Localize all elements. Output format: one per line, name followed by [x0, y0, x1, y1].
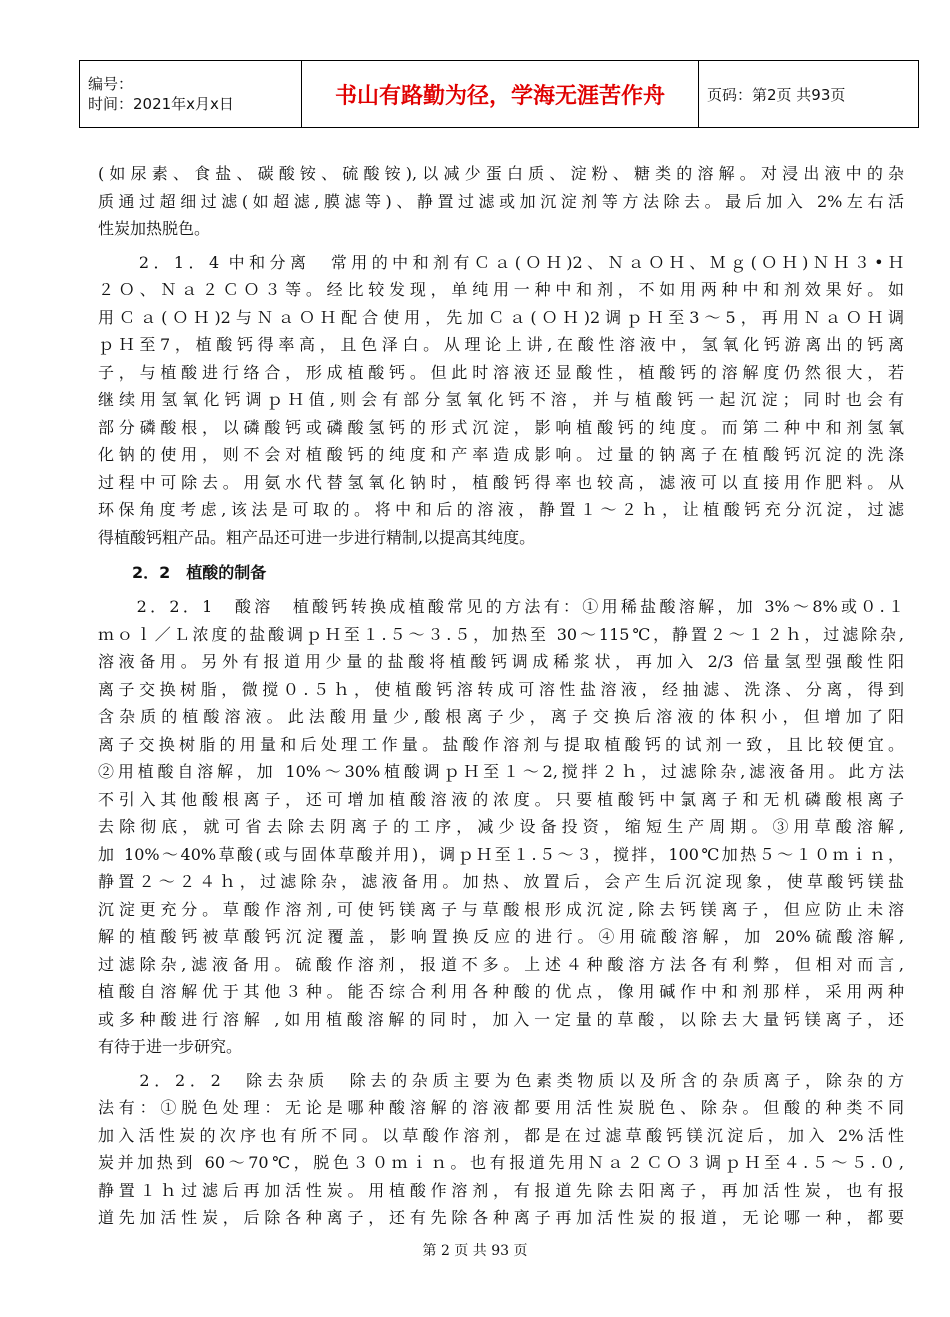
- paragraph-line: 静置２～２４ｈ，过滤除杂，滤液备用。加热、放置后，会产生后沉淀现象，使草酸钙镁盐: [98, 872, 904, 891]
- paragraph-line: 2．2．2 除去杂质 除去的杂质主要为色素类物质以及所含的杂质离子，除杂的方: [98, 1070, 904, 1090]
- paragraph-line: 2．1．4 中和分离 常用的中和剂有Ｃａ(ＯＨ)2、ＮａＯＨ、Ｍｇ(ＯＨ)ＮＨ３•Ｈ: [98, 252, 904, 272]
- paragraph-line: (如尿素、食盐、碳酸铵、硫酸铵),以减少蛋白质、淀粉、糖类的溶解。对浸出液中的杂: [98, 164, 904, 183]
- body-paragraph: [98, 593, 904, 1061]
- paragraph-line: 静置１ｈ过滤后再加活性炭。用植酸作溶剂，有报道先除去阳离子，再加活性炭，也有报: [98, 1180, 904, 1200]
- body-paragraph: [98, 249, 904, 552]
- paragraph-line: 解的植酸钙被草酸钙沉淀覆盖，影响置换反应的进行。④用硫酸溶解，加 20%硫酸溶解,: [98, 927, 904, 946]
- body-paragraph: [98, 1067, 904, 1232]
- page-header: [79, 60, 919, 128]
- body-paragraph: [98, 160, 904, 243]
- header-motto: 书山有路勤为径，学海无涯苦作舟: [302, 61, 699, 128]
- paragraph-line: 溶液备用。另外有报道用少量的盐酸将植酸钙调成稀浆状，再加入 2/3 倍量氢型强酸性阳: [98, 652, 904, 671]
- paragraph-line: 道先加活性炭，后除各种离子，还有先除各种离子再加活性炭的报道，无论哪一种，都要: [98, 1208, 904, 1227]
- paragraph-line: 沉淀更充分。草酸作溶剂,可使钙镁离子与草酸根形成沉淀,除去钙镁离子，但应防止未溶: [98, 899, 904, 919]
- paragraph-line: 离子交换树脂，微搅０.５ｈ，使植酸钙溶转成可溶性盐溶液，经抽滤、洗涤、分离，得到: [98, 679, 904, 699]
- document-date-label: 时间：2021年x月x日: [88, 95, 234, 113]
- paragraph-line: 过滤除杂,滤液备用。硫酸作溶剂，报道不多。上述４种酸溶方法各有利弊，但相对而言,: [98, 954, 904, 974]
- paragraph-line: ｐＨ至7，植酸钙得率高，且色泽白。从理论上讲,在酸性溶液中，氢氧化钙游离出的钙离: [98, 335, 904, 354]
- paragraph-line: ２Ｏ、Ｎａ２ＣＯ３等。经比较发现，单纯用一种中和剂，不如用两种中和剂效果好。如: [98, 280, 904, 299]
- paragraph-line: ②用植酸自溶解，加 10%～30%植酸调ｐＨ至１～2,搅拌２ｈ，过滤除杂,滤液备用。此方法: [98, 762, 904, 781]
- paragraph-line: 化钠的使用，则不会对植酸钙的纯度和产率造成影响。过量的钠离子在植酸钙沉淀的洗涤: [98, 445, 904, 464]
- paragraph-line: 植酸自溶解优于其他３种。能否综合利用各种酸的优点，像用碱作中和剂那样，采用两种: [98, 982, 904, 1001]
- paragraph-line: 加 10%～40%草酸(或与固体草酸并用)，调ｐＨ至１.５～３，搅拌，100℃加热５～１０ｍｉｎ，: [98, 844, 904, 864]
- document-number-label: 编号：: [88, 75, 134, 93]
- header-meta-cell: [80, 61, 302, 128]
- paragraph-line: 炭并加热到 60～70℃，脱色３０ｍｉｎ。也有报道先用Ｎａ２ＣＯ３调ｐＨ至４.５～５.０,: [98, 1153, 904, 1172]
- paragraph-line: 含杂质的植酸溶液。此法酸用量少,酸根离子少，离子交换后溶液的体积小，但增加了阳: [98, 707, 904, 726]
- paragraph-line: 过程中可除去。用氨水代替氢氧化钠时，植酸钙得率也较高，滤液可以直接用作肥料。从: [98, 472, 904, 492]
- paragraph-line: 用Ｃａ(ＯＨ)2与ＮａＯＨ配合使用，先加Ｃａ(ＯＨ)2调ｐＨ至3～5，再用ＮａＯＨ调: [98, 307, 904, 327]
- paragraph-line: 环保角度考虑,该法是可取的。将中和后的溶液，静置１～２ｈ，让植酸钙充分沉淀，过滤: [98, 500, 904, 519]
- paragraph-line: 子，与植酸进行络合，形成植酸钙。但此时溶液还显酸性，植酸钙的溶解度仍然很大，若: [98, 362, 904, 382]
- paragraph-line: 或多种酸进行溶解 ,如用植酸溶解的同时，加入一定量的草酸，以除去大量钙镁离子，还: [98, 1009, 904, 1029]
- paragraph-line: 法有：①脱色处理：无论是哪种酸溶解的溶液都要用活性炭脱色、除杂。但酸的种类不同: [98, 1098, 904, 1117]
- paragraph-line: 去除彻底，就可省去除去阴离子的工序，减少设备投资，缩短生产周期。③用草酸溶解,: [98, 817, 904, 836]
- header-page-number: 页码：第2页 共93页: [699, 61, 919, 128]
- paragraph-line: 部分磷酸根，以磷酸钙或磷酸氢钙的形式沉淀，影响植酸钙的纯度。而第二种中和剂氢氧: [98, 417, 904, 437]
- document-body: [98, 160, 904, 1238]
- paragraph-line: 离子交换树脂的用量和后处理工作量。盐酸作溶剂与提取植酸钙的试剂一致，且比较便宜。: [98, 734, 904, 754]
- paragraph-line: 加入活性炭的次序也有所不同。以草酸作溶剂，都是在过滤草酸钙镁沉淀后，加入 2%活性: [98, 1125, 904, 1145]
- paragraph-line: 2．2．1 酸溶 植酸钙转换成植酸常见的方法有：①用稀盐酸溶解，加 3%～8%或０.１: [98, 597, 904, 616]
- paragraph-line: 性炭加热脱色。: [98, 219, 211, 238]
- paragraph-line: 质通过超细过滤(如超滤,膜滤等)、静置过滤或加沉淀剂等方法除去。最后加入 2%左右活: [98, 191, 904, 211]
- paragraph-line: 继续用氢氧化钙调ｐＨ值,则会有部分氢氧化钙不溶，并与植酸钙一起沉淀；同时也会有: [98, 390, 904, 409]
- paragraph-line: 得植酸钙粗产品。粗产品还可进一步进行精制,以提高其纯度。: [98, 527, 536, 547]
- paragraph-line: 有待于进一步研究。: [98, 1037, 243, 1056]
- page-footer: 第 2 页 共 93 页: [422, 1243, 528, 1259]
- section-heading: 2．2 植酸的制备: [132, 563, 267, 582]
- paragraph-line: ｍｏｌ／Ｌ浓度的盐酸调ｐＨ至１.５～３.５，加热至 30～115℃，静置２～１２ｈ，过滤除杂,: [98, 624, 904, 644]
- paragraph-line: 不引入其他酸根离子，还可增加植酸溶液的浓度。只要植酸钙中氯离子和无机磷酸根离子: [98, 789, 904, 809]
